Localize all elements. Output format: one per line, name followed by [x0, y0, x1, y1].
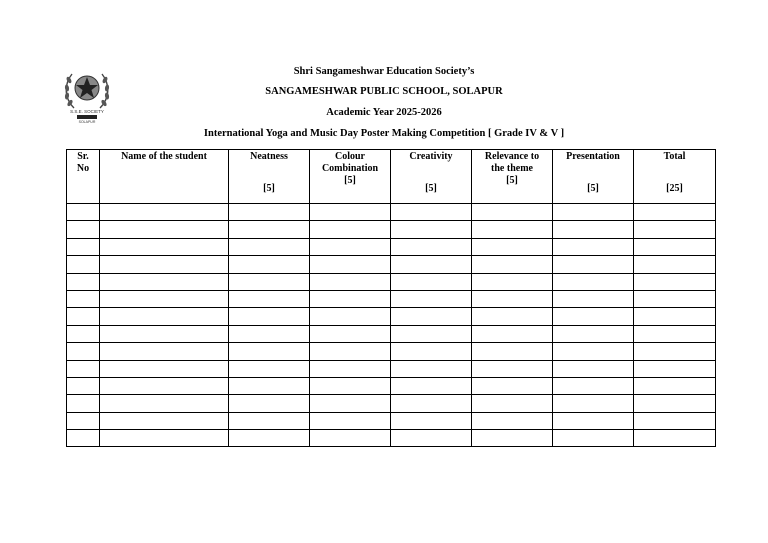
table-cell: [391, 430, 472, 447]
table-cell: [310, 377, 391, 394]
table-cell: [310, 238, 391, 255]
table-row: [67, 238, 716, 255]
logo-text: S.S.E. SOCIETY: [70, 109, 104, 114]
table-cell: [67, 256, 100, 273]
table-cell: [229, 430, 310, 447]
table-cell: [310, 325, 391, 342]
column-title-line2: the theme: [491, 163, 533, 174]
column-title-line1: Name of the student: [121, 151, 207, 162]
column-title-line1: Total: [663, 151, 686, 162]
logo-ribbon-text: SOLAPUR: [78, 120, 96, 124]
table-row: [67, 412, 716, 429]
table-cell: [634, 325, 716, 342]
table-cell: [67, 412, 100, 429]
table-cell: [310, 308, 391, 325]
table-cell: [67, 290, 100, 307]
table-cell: [634, 204, 716, 221]
table-cell: [229, 238, 310, 255]
table-cell: [391, 238, 472, 255]
table-cell: [634, 273, 716, 290]
society-name: Shri Sangameshwar Education Society’s: [293, 66, 475, 77]
table-cell: [100, 204, 229, 221]
table-cell: [391, 256, 472, 273]
table-cell: [67, 430, 100, 447]
table-cell: [391, 377, 472, 394]
table-cell: [634, 360, 716, 377]
table-row: [67, 325, 716, 342]
table-cell: [67, 325, 100, 342]
column-header-student-name: [100, 150, 229, 204]
column-title-line1: Relevance to: [484, 151, 540, 162]
table-cell: [391, 412, 472, 429]
table-cell: [391, 395, 472, 412]
table-cell: [634, 290, 716, 307]
table-cell: [472, 412, 553, 429]
column-title-line1: Sr.: [77, 151, 89, 162]
table-cell: [472, 273, 553, 290]
table-cell: [229, 290, 310, 307]
table-cell: [310, 221, 391, 238]
table-row: [67, 221, 716, 238]
table-cell: [310, 204, 391, 221]
column-max-marks: [5]: [263, 183, 275, 194]
column-max-marks: [5]: [425, 183, 437, 194]
table-cell: [472, 343, 553, 360]
table-cell: [229, 360, 310, 377]
table-cell: [472, 377, 553, 394]
table-row: [67, 204, 716, 221]
table-cell: [229, 308, 310, 325]
table-cell: [100, 273, 229, 290]
table-cell: [634, 221, 716, 238]
table-cell: [553, 360, 634, 377]
table-row: [67, 430, 716, 447]
table-cell: [391, 290, 472, 307]
table-cell: [472, 238, 553, 255]
table-cell: [553, 308, 634, 325]
table-cell: [391, 273, 472, 290]
column-title-line1: Colour: [335, 151, 365, 162]
table-cell: [100, 395, 229, 412]
column-max-marks: [25]: [666, 183, 683, 194]
table-cell: [472, 325, 553, 342]
table-cell: [553, 290, 634, 307]
table-cell: [472, 221, 553, 238]
table-cell: [391, 343, 472, 360]
table-cell: [229, 256, 310, 273]
table-cell: [229, 412, 310, 429]
table-cell: [67, 204, 100, 221]
table-cell: [634, 308, 716, 325]
table-cell: [634, 430, 716, 447]
table-cell: [553, 221, 634, 238]
table-cell: [391, 308, 472, 325]
competition-title: International Yoga and Music Day Poster Making Competition [ Grade IV & V ]: [203, 128, 565, 139]
table-cell: [310, 256, 391, 273]
school-name: SANGAMESHWAR PUBLIC SCHOOL, SOLAPUR: [265, 86, 503, 97]
table-cell: [67, 273, 100, 290]
column-title-line1: Creativity: [409, 151, 453, 162]
table-cell: [634, 377, 716, 394]
table-cell: [100, 412, 229, 429]
table-cell: [100, 325, 229, 342]
table-cell: [553, 238, 634, 255]
table-cell: [67, 395, 100, 412]
table-row: [67, 377, 716, 394]
table-cell: [229, 377, 310, 394]
table-cell: [310, 360, 391, 377]
table-cell: [229, 273, 310, 290]
table-cell: [67, 238, 100, 255]
table-row: [67, 273, 716, 290]
table-cell: [100, 360, 229, 377]
column-header-presentation: [553, 150, 634, 204]
table-row: [67, 308, 716, 325]
column-title-line2: No: [76, 163, 90, 174]
table-row: [67, 256, 716, 273]
table-cell: [472, 256, 553, 273]
table-row: [67, 360, 716, 377]
academic-year: Academic Year 2025-2026: [326, 107, 442, 118]
table-cell: [634, 256, 716, 273]
table-cell: [100, 343, 229, 360]
table-cell: [391, 360, 472, 377]
column-header-creativity: [391, 150, 472, 204]
table-cell: [229, 204, 310, 221]
table-cell: [100, 430, 229, 447]
column-header-relevance: [472, 150, 553, 204]
column-max-marks: [5]: [506, 175, 518, 186]
table-cell: [634, 412, 716, 429]
table-cell: [310, 273, 391, 290]
table-cell: [472, 360, 553, 377]
table-cell: [229, 343, 310, 360]
table-cell: [100, 256, 229, 273]
table-cell: [634, 343, 716, 360]
column-header-neatness: [229, 150, 310, 204]
table-cell: [634, 238, 716, 255]
table-cell: [100, 221, 229, 238]
table-cell: [67, 360, 100, 377]
table-row: [67, 343, 716, 360]
column-title-line2: Combination: [321, 163, 379, 174]
table-cell: [100, 290, 229, 307]
table-cell: [67, 343, 100, 360]
table-cell: [553, 377, 634, 394]
table-cell: [100, 377, 229, 394]
table-cell: [472, 204, 553, 221]
column-title-line1: Neatness: [250, 151, 288, 162]
table-cell: [553, 256, 634, 273]
table-cell: [391, 204, 472, 221]
column-header-total: [634, 150, 716, 204]
table-cell: [391, 221, 472, 238]
table-cell: [553, 343, 634, 360]
table-row: [67, 290, 716, 307]
table-cell: [229, 395, 310, 412]
table-cell: [67, 377, 100, 394]
table-cell: [310, 430, 391, 447]
table-cell: [391, 325, 472, 342]
table-body: [67, 204, 716, 447]
table-cell: [310, 395, 391, 412]
column-max-marks: [5]: [344, 175, 356, 186]
table-cell: [229, 221, 310, 238]
column-header-sr-no: [67, 150, 100, 204]
table-cell: [553, 395, 634, 412]
table-cell: [100, 238, 229, 255]
table-cell: [553, 273, 634, 290]
table-cell: [553, 430, 634, 447]
table-cell: [67, 308, 100, 325]
table-row: [67, 395, 716, 412]
table-cell: [553, 204, 634, 221]
table-cell: [472, 430, 553, 447]
table-cell: [472, 395, 553, 412]
column-title-line1: Presentation: [566, 151, 620, 162]
table-cell: [634, 395, 716, 412]
table-cell: [100, 308, 229, 325]
marks-table: [66, 149, 716, 447]
table-cell: [472, 308, 553, 325]
table-cell: [67, 221, 100, 238]
column-header-colour-combination: [310, 150, 391, 204]
table-cell: [553, 412, 634, 429]
table-cell: [310, 343, 391, 360]
table-cell: [229, 325, 310, 342]
table-cell: [472, 290, 553, 307]
table-cell: [553, 325, 634, 342]
table-cell: [310, 290, 391, 307]
table-header-row: [67, 150, 716, 204]
column-max-marks: [5]: [587, 183, 599, 194]
table-cell: [310, 412, 391, 429]
